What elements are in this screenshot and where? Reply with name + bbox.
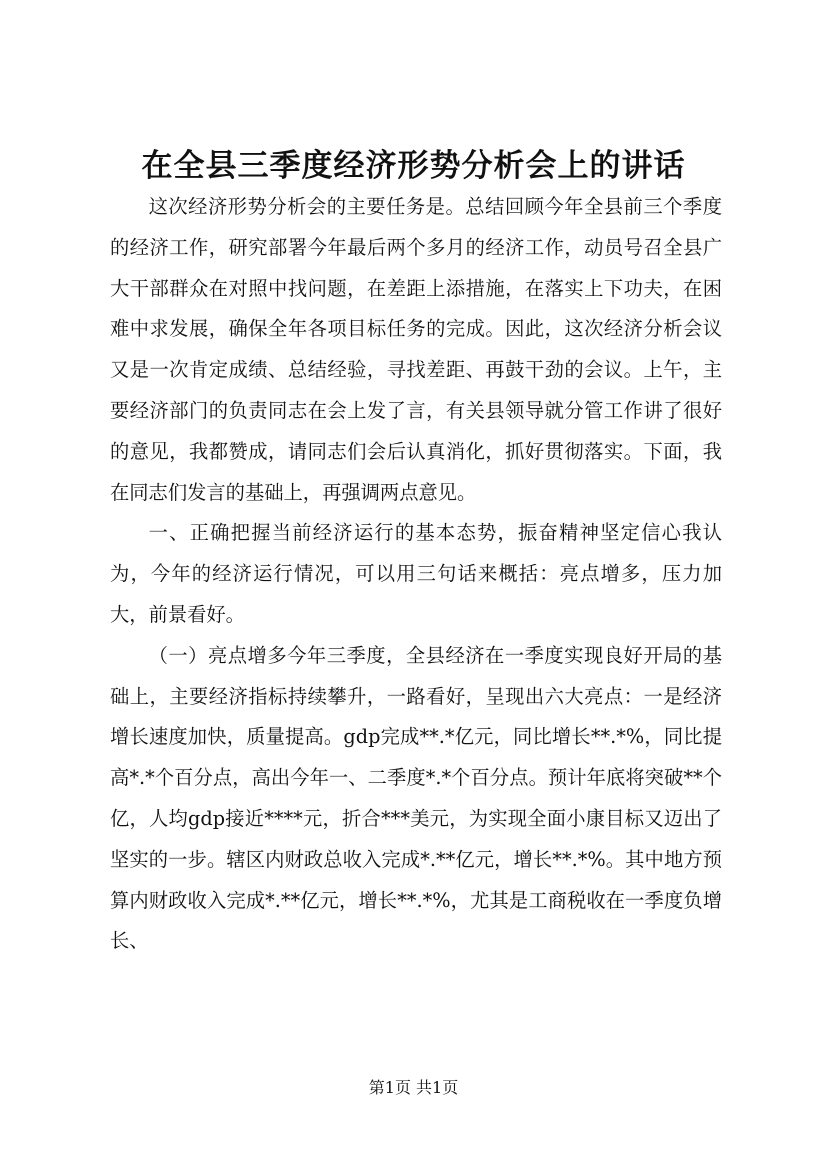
paragraph: 这次经济形势分析会的主要任务是。总结回顾今年全县前三个季度的经济工作，研究部署今年最后两个多月的经济工作，动员号召全县广大干部群众在对照中找问题，在差距上添措施，在落实上下功夫，在困难中求发展，确保全年各项目标任务的完成。因此，这次经济分析会议又是一次肯定成绩、总结经验，寻找差距、再鼓干劲的会议。上午，主要经济部门的负责同志在会上发了言，有关县领导就分管工作讲了很好的意见，我都赞成，请同志们会后认真消化，抓好贯彻落实。下面，我在同志们发言的基础上，再强调两点意见。 (110, 195, 722, 504)
paragraph: 一、正确把握当前经济运行的基本态势，振奋精神坚定信心我认为，今年的经济运行情况，可以用三句话来概括：亮点增多，压力加大，前景看好。 (110, 521, 722, 626)
document-title: 在全县三季度经济形势分析会上的讲话 (141, 148, 686, 184)
paragraph: （一）亮点增多今年三季度，全县经济在一季度实现良好开局的基础上，主要经济指标持续攀升，一路看好，呈现出六大亮点：一是经济增长速度加快，质量提高。gdp完成**.*亿元，同比增长**.*%，同比提高*.*个百分点，高出今年一、二季度*.*个百分点。预计年底将突破**个亿，人均gdp接近****元，折合***美元，为实现全面小康目标又迈出了坚实的一步。辖区内财政总收入完成*.**亿元，增长**.*%。其中地方预算内财政收入完成*.**亿元，增长**.*%，尤其是工商税收在一季度负增长、 (110, 643, 722, 953)
page-footer: 第1页 共1页 (368, 1078, 459, 1097)
document-body (110, 187, 722, 962)
